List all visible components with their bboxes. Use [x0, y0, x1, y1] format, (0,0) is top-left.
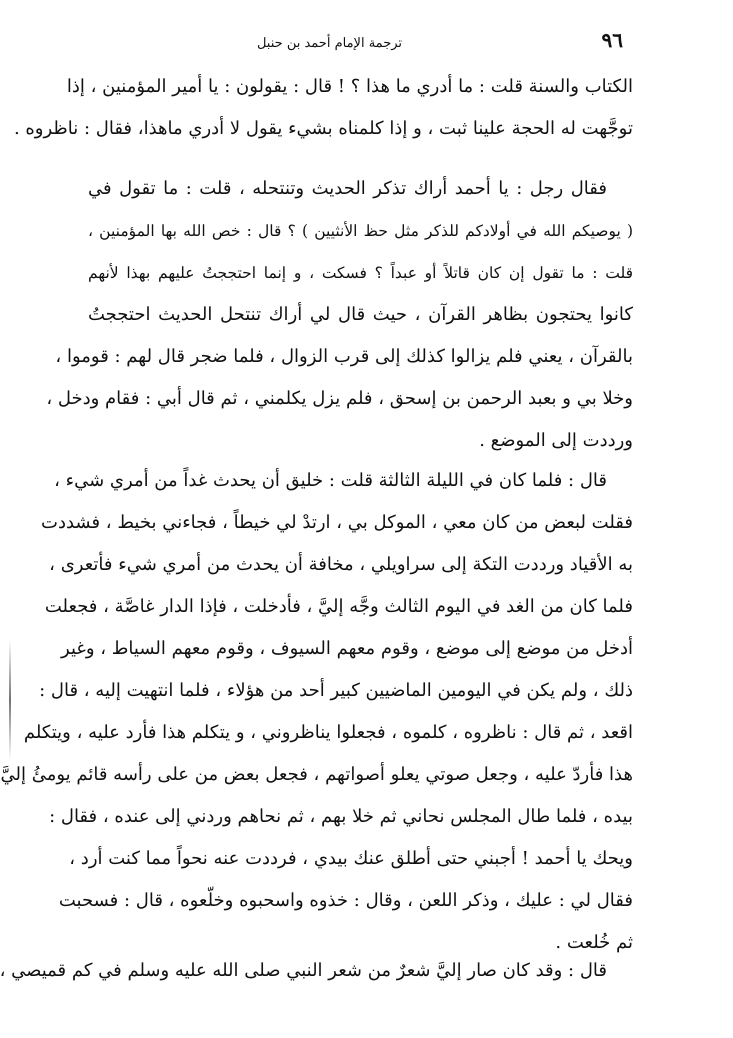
- text-line: ثم خُلعت .: [555, 932, 633, 953]
- text-line: قال : وقد كان صار إليَّ شعرٌ من شعر النبي صلى الله عليه وسلم في كم قميصي ،: [0, 960, 607, 981]
- text-line: بيده ، فلما طال المجلس نحاني ثم خلا بهم ، ثم نحاهم وردني إلى عنده ، فقال :: [49, 806, 633, 827]
- text-line: أدخل من موضع إلى موضع ، وقوم معهم السيوف ، وقوم معهم السياط ، وغير: [61, 638, 633, 659]
- text-line: كانوا يحتجون بظاهر القرآن ، حيث قال لي أراك تنتحل الحديث احتججتُ: [88, 304, 633, 325]
- text-line: وخلا بي و بعبد الرحمن بن إسحق ، فلم يزل يكلمني ، ثم قال أبي : فقام ودخل ،: [46, 388, 633, 409]
- text-line: اقعد ، ثم قال : ناظروه ، كلموه ، فجعلوا يناظروني ، و يتكلم هذا فأرد عليه ، ويتكلم: [23, 722, 633, 743]
- text-line: قلت : ما تقول إن كان قاتلاً أو عبداً ؟ فسكت ، و إنما احتججتُ عليهم بهذا لأنهم: [88, 264, 633, 282]
- scan-edge-shadow: [9, 640, 11, 760]
- text-line: فقال لي : عليك ، وذكر اللعن ، وقال : خذوه واسحبوه وخلّعوه ، قال : فسحبت: [58, 890, 633, 911]
- text-line: ( يوصيكم الله في أولادكم للذكر مثل حظ الأنثيين ) ؟ قال : خص الله بها المؤمنين ،: [88, 222, 633, 240]
- text-line: بالقرآن ، يعني فلم يزالوا كذلك إلى قرب الزوال ، فلما ضجر قال لهم : قوموا ،: [55, 346, 633, 367]
- text-line: ورددت إلى الموضع .: [479, 430, 633, 451]
- paragraph-3: [0, 460, 633, 964]
- text-line: ذلك ، ولم يكن في اليومين الماضيين كبير أحد من هؤلاء ، فلما انتهيت إليه ، قال :: [39, 680, 633, 701]
- text-line: به الأقياد ورددت التكة إلى سراويلي ، مخافة أن يحدث من أمري شيء فأتعرى ،: [49, 554, 633, 575]
- text-line: قال : فلما كان في الليلة الثالثة قلت : خليق أن يحدث غداً من أمري شيء ،: [54, 470, 607, 491]
- text-line: فقال رجل : يا أحمد أراك تذكر الحديث وتنتحله ، قلت : ما تقول في: [88, 178, 607, 199]
- running-title: ترجمة الإمام أحمد بن حنبل: [256, 36, 403, 51]
- page-header: [96, 28, 623, 58]
- paragraph-1: [13, 66, 633, 150]
- text-line: فلما كان من الغد في اليوم الثالث وجَّه إليَّ ، فأدخلت ، فإذا الدار غاصَّة ، فجعلت: [44, 596, 633, 617]
- text-line: هذا فأردّ عليه ، وجعل صوتي يعلو أصواتهم ، فجعل بعض من على رأسه قائم يومئُ إليَّ: [0, 764, 633, 785]
- page-number: ٩٦: [601, 28, 623, 52]
- paragraph-2: [46, 168, 633, 462]
- text-line: توجَّهت له الحجة علينا ثبت ، و إذا كلمناه بشيء يقول لا أدري ماهذا، فقال : ناظروه .: [13, 118, 633, 139]
- text-line: الكتاب والسنة قلت : ما أدري ما هذا ؟ ! قال : يقولون : يا أمير المؤمنين ، إذا: [66, 76, 633, 97]
- text-line: ويحك يا أحمد ! أجبني حتى أطلق عنك بيدي ، فرددت عنه نحواً مما كنت أرد ،: [69, 848, 633, 869]
- paragraph-4: [0, 948, 633, 994]
- text-line: فقلت لبعض من كان معي ، الموكل بي ، ارتدْ لي خيطاً ، فجاءني بخيط ، فشددت: [41, 512, 633, 533]
